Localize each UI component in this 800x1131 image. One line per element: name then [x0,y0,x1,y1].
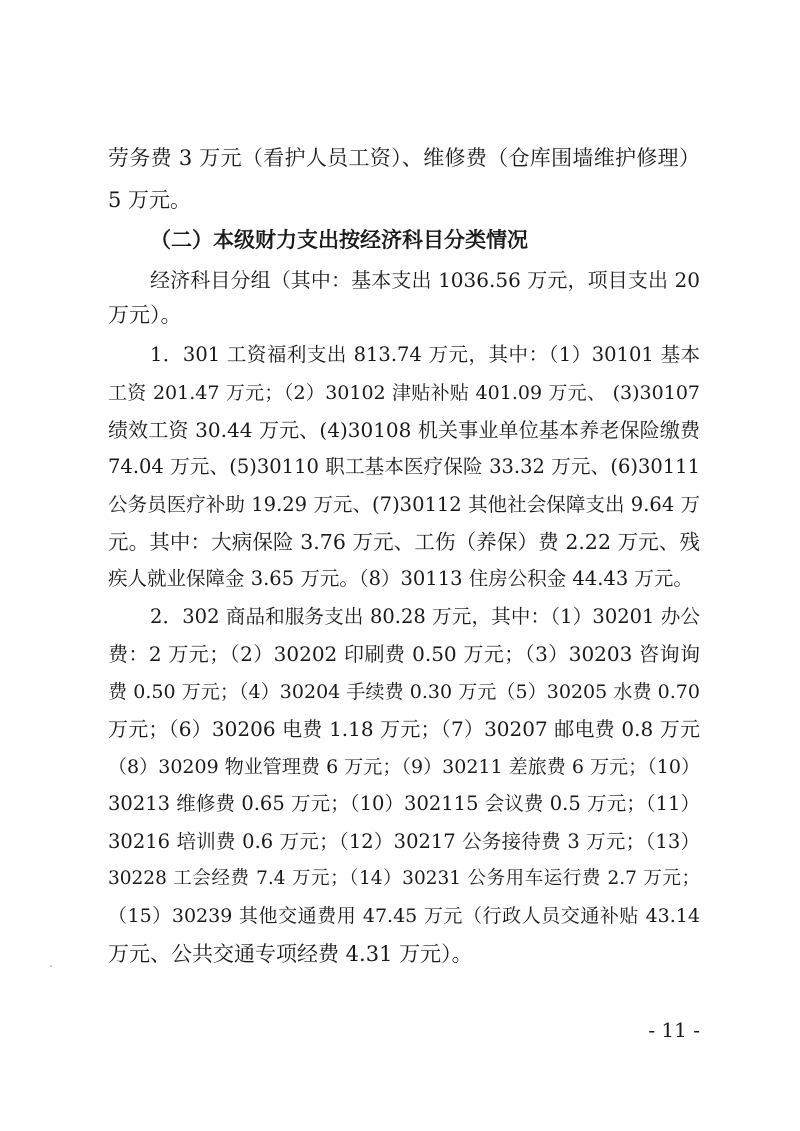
text-line-2: 5 万元。 [108,188,192,212]
scan-speck [50,965,52,967]
text-line-15: 费 0.50 万元；（4）30204 手续费 0.30 万元（5）30205 水费 0.70 [108,681,700,703]
text-line-12: 疾人就业保障金 3.65 万元。（8）30113 住房公积金 44.43 万元。 [108,567,693,590]
text-line-4: 经济科目分组（其中：基本支出 1036.56 万元，项目支出 20 [150,268,700,292]
text-line-13: 2．302 商品和服务支出 80.28 万元，其中：（1）30201 办公 [150,605,700,628]
text-line-14: 费：2 万元；（2）30202 印刷费 0.50 万元；（3）30203 咨询询 [108,642,700,666]
text-line-1: 劳务费 3 万元（看护人员工资）、维修费（仓库围墙维护修理） [108,146,700,170]
text-line-16: 万元；（6）30206 电费 1.18 万元；（7）30207 邮电费 0.8 万元 [108,717,700,741]
text-line-5: 万元）。 [108,303,182,327]
text-line-18: 30213 维修费 0.65 万元；（10）302115 会议费 0.5 万元；（11） [108,792,700,815]
text-line-8: 绩效工资 30.44 万元、(4)30108 机关事业单位基本养老保险缴费 [108,418,700,442]
text-line-7: 工资 201.47 万元；（2）30102 津贴补贴 401.09 万元、 (3)30107 [108,382,700,404]
text-line-11: 元。其中：大病保险 3.76 万元、工伤（养保）费 2.22 万元、残 [108,530,700,554]
text-line-6: 1．301 工资福利支出 813.74 万元，其中：（1）30101 基本 [150,343,700,366]
text-line-20: 30228 工会经费 7.4 万元；（14）30231 公务用车运行费 2.7 万元； [108,868,700,889]
text-line-10: 公务员医疗补助 19.29 万元、(7)30112 其他社会保障支出 9.64 万 [108,493,700,516]
section-heading: （二）本级财力支出按经济科目分类情况 [150,227,528,252]
page-number: - 11 - [648,1018,700,1042]
text-line-19: 30216 培训费 0.6 万元；（12）30217 公务接待费 3 万元；（13） [108,830,700,853]
text-line-22: 万元、公共交通专项经费 4.31 万元）。 [108,942,473,966]
text-line-17: （8）30209 物业管理费 6 万元；（9）30211 差旅费 6 万元；（10） [108,756,700,778]
text-line-21: （15）30239 其他交通费用 47.45 万元（行政人员交通补贴 43.14 [108,905,700,927]
text-line-9: 74.04 万元、(5)30110 职工基本医疗保险 33.32 万元、(6)30111 [108,455,700,478]
